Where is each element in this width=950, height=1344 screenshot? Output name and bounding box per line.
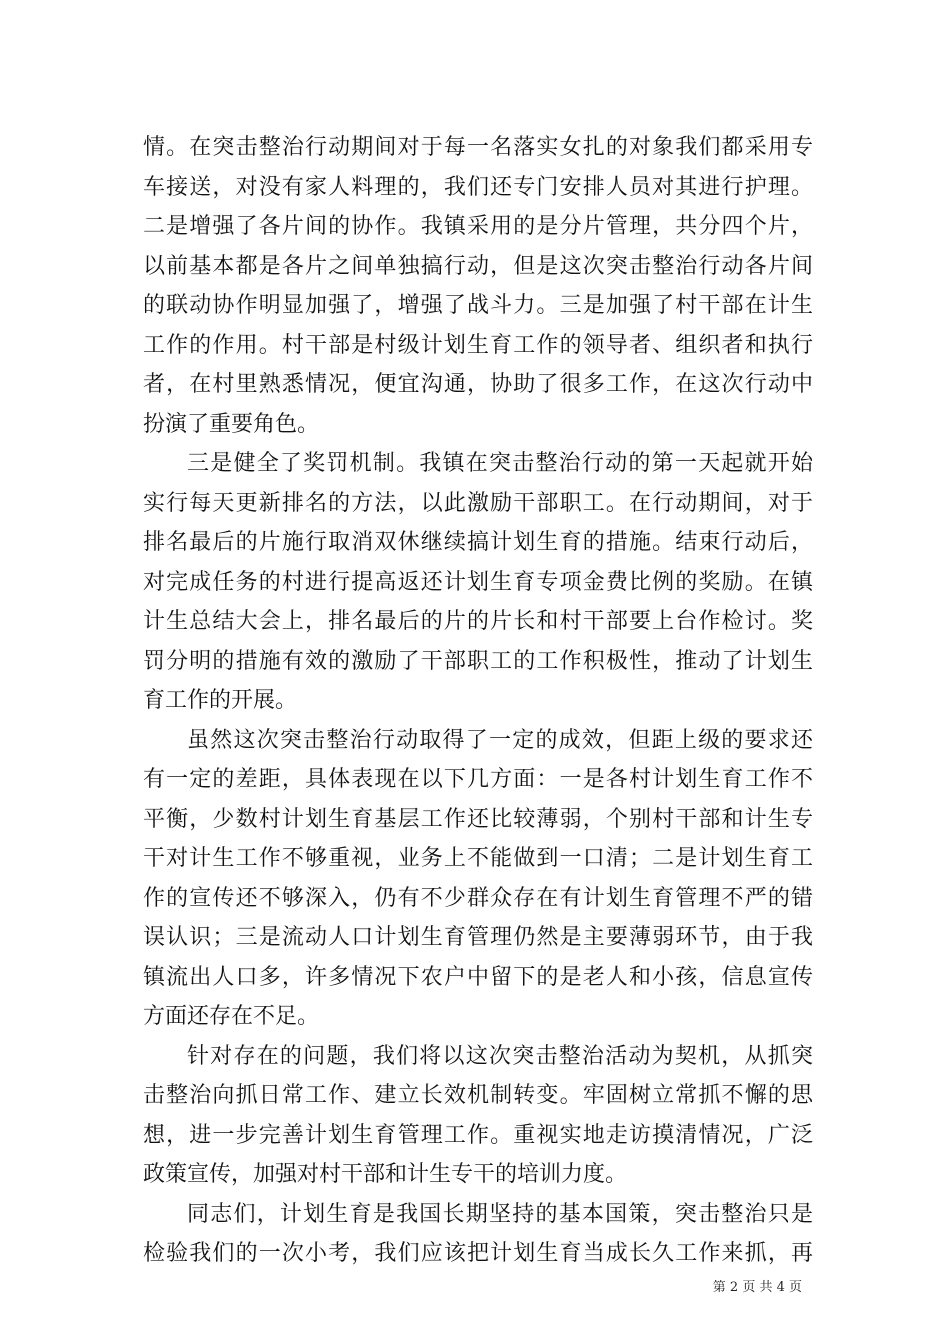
paragraph-line: 方面还存在不足。 xyxy=(143,1004,320,1029)
paragraph-line: 者，在村里熟悉情况，便宜沟通，协助了很多工作，在这次行动中 xyxy=(143,372,813,397)
document-body xyxy=(143,128,813,1274)
paragraph-line: 实行每天更新排名的方法，以此激励干部职工。在行动期间，对于 xyxy=(143,490,813,516)
paragraph-line: 以前基本都是各片之间单独搞行动，但是这次突击整治行动各片间 xyxy=(143,253,813,279)
paragraph xyxy=(143,1195,813,1274)
paragraph xyxy=(143,721,813,1037)
paragraph-line: 虽然这次突击整治行动取得了一定的成效，但距上级的要求还 xyxy=(187,727,813,753)
paragraph xyxy=(143,1037,813,1195)
paragraph-line: 作的宣传还不够深入，仍有不少群众存在有计划生育管理不严的错 xyxy=(143,885,813,911)
paragraph-line: 干对计生工作不够重视，业务上不能做到一口清；二是计划生育工 xyxy=(143,846,813,871)
paragraph-line: 对完成任务的村进行提高返还计划生育专项金费比例的奖励。在镇 xyxy=(143,569,813,595)
paragraph-line: 有一定的差距，具体表现在以下几方面：一是各村计划生育工作不 xyxy=(143,767,813,792)
paragraph-line: 车接送，对没有家人料理的，我们还专门安排人员对其进行护理。 xyxy=(143,174,813,200)
page-number-footer: 第 2 页 共 4 页 xyxy=(712,1280,802,1295)
paragraph-line: 工作的作用。村干部是村级计划生育工作的领导者、组织者和执行 xyxy=(143,332,813,358)
paragraph-line: 扮演了重要角色。 xyxy=(143,411,320,437)
paragraph-line: 误认识；三是流动人口计划生育管理仍然是主要薄弱环节，由于我 xyxy=(143,925,813,950)
paragraph-line: 排名最后的片施行取消双休继续搞计划生育的措施。结束行动后， xyxy=(143,530,813,555)
paragraph-line: 想，进一步完善计划生育管理工作。重视实地走访摸清情况，广泛 xyxy=(143,1122,813,1148)
paragraph-line: 罚分明的措施有效的激励了干部职工的工作积极性，推动了计划生 xyxy=(143,648,813,674)
paragraph-line: 育工作的开展。 xyxy=(143,688,298,713)
paragraph-line: 检验我们的一次小考，我们应该把计划生育当成长久工作来抓，再 xyxy=(143,1241,813,1266)
paragraph-line: 平衡，少数村计划生育基层工作还比较薄弱，个别村干部和计生专 xyxy=(143,806,813,832)
paragraph-line: 针对存在的问题，我们将以这次突击整治活动为契机，从抓突 xyxy=(187,1043,813,1069)
paragraph-line: 政策宣传，加强对村干部和计生专干的培训力度。 xyxy=(143,1162,628,1187)
paragraph xyxy=(143,444,813,721)
paragraph-line: 镇流出人口多，许多情况下农户中留下的是老人和小孩，信息宣传 xyxy=(143,964,813,990)
paragraph-line: 二是增强了各片间的协作。我镇采用的是分片管理，共分四个片， xyxy=(143,214,813,239)
paragraph-line: 击整治向抓日常工作、建立长效机制转变。牢固树立常抓不懈的思 xyxy=(143,1083,813,1108)
paragraph-line: 的联动协作明显加强了，增强了战斗力。三是加强了村干部在计生 xyxy=(143,293,813,318)
paragraph-line: 三是健全了奖罚机制。我镇在突击整治行动的第一天起就开始 xyxy=(187,451,813,476)
paragraph xyxy=(143,128,813,444)
paragraph-line: 同志们，计划生育是我国长期坚持的基本国策，突击整治只是 xyxy=(187,1201,813,1227)
paragraph-line: 情。在突击整治行动期间对于每一名落实女扎的对象我们都采用专 xyxy=(143,135,813,160)
paragraph-line: 计生总结大会上，排名最后的片的片长和村干部要上台作检讨。奖 xyxy=(143,609,813,634)
